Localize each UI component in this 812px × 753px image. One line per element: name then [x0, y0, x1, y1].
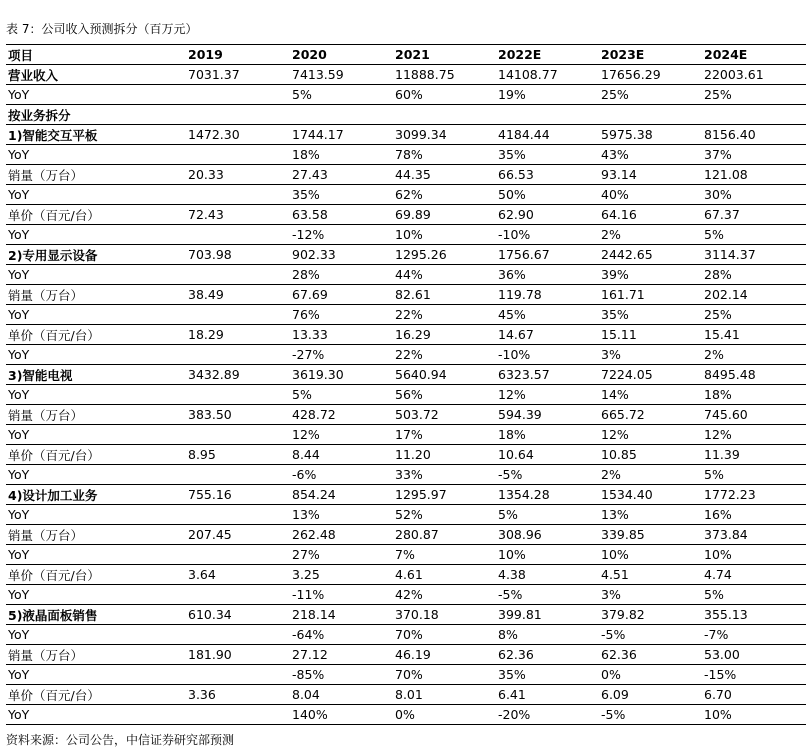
table-row [6, 485, 806, 505]
table-cell: 46.19 [393, 645, 496, 665]
table-cell: 1295.26 [393, 245, 496, 265]
table-cell: 2% [599, 465, 702, 485]
table-cell: 8.04 [290, 685, 393, 705]
table-cell: -10% [496, 345, 599, 365]
table-row [6, 105, 806, 125]
table-cell: 20.33 [186, 165, 290, 185]
table-cell: 13% [290, 505, 393, 525]
table-row [6, 465, 806, 485]
table-cell: 18% [496, 425, 599, 445]
table-cell: 383.50 [186, 405, 290, 425]
table-cell: 7% [393, 545, 496, 565]
table-cell: -7% [702, 625, 806, 645]
table-cell [186, 465, 290, 485]
table-cell: 63.58 [290, 205, 393, 225]
table-cell: 379.82 [599, 605, 702, 625]
table-cell: 18.29 [186, 325, 290, 345]
table-cell: 1756.67 [496, 245, 599, 265]
header-year-2021: 2021 [393, 45, 496, 65]
table-cell: 14% [599, 385, 702, 405]
table-row [6, 685, 806, 705]
table-cell [186, 625, 290, 645]
row-label: 单价（百元/台） [6, 205, 186, 225]
table-cell: 22% [393, 345, 496, 365]
row-label: YoY [6, 265, 186, 285]
table-cell: 18% [702, 385, 806, 405]
table-cell: 10% [599, 545, 702, 565]
table-cell [393, 105, 496, 125]
table-cell: 0% [393, 705, 496, 725]
table-cell: 1744.17 [290, 125, 393, 145]
table-cell: 93.14 [599, 165, 702, 185]
table-row [6, 505, 806, 525]
table-cell: 22003.61 [702, 65, 806, 85]
table-cell [186, 305, 290, 325]
row-label: YoY [6, 425, 186, 445]
row-label: YoY [6, 145, 186, 165]
table-cell: 355.13 [702, 605, 806, 625]
table-row [6, 225, 806, 245]
table-cell: 56% [393, 385, 496, 405]
table-row [6, 645, 806, 665]
table-cell: -5% [496, 585, 599, 605]
table-cell: 1772.23 [702, 485, 806, 505]
table-cell: 6323.57 [496, 365, 599, 385]
table-cell: 8.01 [393, 685, 496, 705]
table-cell: 902.33 [290, 245, 393, 265]
table-cell: 16% [702, 505, 806, 525]
table-row [6, 705, 806, 725]
header-item: 项目 [6, 45, 186, 65]
table-cell: 25% [702, 85, 806, 105]
table-cell: 35% [496, 145, 599, 165]
table-cell: 78% [393, 145, 496, 165]
table-cell: 12% [702, 425, 806, 445]
table-row [6, 445, 806, 465]
table-cell: 66.53 [496, 165, 599, 185]
table-cell [186, 585, 290, 605]
row-label: 按业务拆分 [6, 105, 186, 125]
table-cell: 33% [393, 465, 496, 485]
table-cell: 7031.37 [186, 65, 290, 85]
table-row [6, 285, 806, 305]
row-label: YoY [6, 225, 186, 245]
table-cell [186, 385, 290, 405]
table-cell: 18% [290, 145, 393, 165]
row-label: 单价（百元/台） [6, 565, 186, 585]
table-cell: 5% [702, 465, 806, 485]
table-row [6, 65, 806, 85]
row-label: 5)液晶面板销售 [6, 605, 186, 625]
table-cell: 503.72 [393, 405, 496, 425]
header-year-2022e: 2022E [496, 45, 599, 65]
table-cell: 373.84 [702, 525, 806, 545]
revenue-forecast-table [6, 44, 806, 725]
table-cell: 370.18 [393, 605, 496, 625]
table-cell [186, 545, 290, 565]
table-cell: 4.51 [599, 565, 702, 585]
table-cell: -64% [290, 625, 393, 645]
table-row [6, 145, 806, 165]
row-label: YoY [6, 185, 186, 205]
table-row [6, 565, 806, 585]
table-cell: 218.14 [290, 605, 393, 625]
table-cell [496, 105, 599, 125]
table-cell: 70% [393, 665, 496, 685]
row-label: YoY [6, 705, 186, 725]
table-cell: 52% [393, 505, 496, 525]
row-label: YoY [6, 505, 186, 525]
row-label: 4)设计加工业务 [6, 485, 186, 505]
table-cell: 62.36 [599, 645, 702, 665]
table-cell: 4.38 [496, 565, 599, 585]
table-cell: 5640.94 [393, 365, 496, 385]
table-row [6, 365, 806, 385]
table-cell: 19% [496, 85, 599, 105]
row-label: YoY [6, 345, 186, 365]
table-cell: 14.67 [496, 325, 599, 345]
table-cell: 5% [702, 225, 806, 245]
table-cell: 16.29 [393, 325, 496, 345]
table-cell: 35% [599, 305, 702, 325]
table-cell: 202.14 [702, 285, 806, 305]
table-cell: 4.61 [393, 565, 496, 585]
table-row [6, 125, 806, 145]
table-cell: 10% [393, 225, 496, 245]
table-cell: 8% [496, 625, 599, 645]
table-cell: -6% [290, 465, 393, 485]
table-cell: 44% [393, 265, 496, 285]
table-cell [186, 425, 290, 445]
table-cell: 4.74 [702, 565, 806, 585]
table-row [6, 585, 806, 605]
table-cell: 11.20 [393, 445, 496, 465]
table-cell: 5% [290, 85, 393, 105]
table-cell: 8.95 [186, 445, 290, 465]
table-cell: 35% [496, 665, 599, 685]
table-cell: 67.69 [290, 285, 393, 305]
table-cell: 2% [702, 345, 806, 365]
row-label: 单价（百元/台） [6, 445, 186, 465]
table-cell: 17656.29 [599, 65, 702, 85]
table-cell: 50% [496, 185, 599, 205]
table-cell: 2442.65 [599, 245, 702, 265]
table-cell: 665.72 [599, 405, 702, 425]
table-cell: 15.11 [599, 325, 702, 345]
table-cell: 339.85 [599, 525, 702, 545]
table-caption: 表 7：公司收入预测拆分（百万元） [6, 22, 198, 36]
table-cell: 82.61 [393, 285, 496, 305]
table-cell: 755.16 [186, 485, 290, 505]
table-cell: 44.35 [393, 165, 496, 185]
table-cell: 12% [496, 385, 599, 405]
table-cell: 7224.05 [599, 365, 702, 385]
row-label: 2)专用显示设备 [6, 245, 186, 265]
header-year-2020: 2020 [290, 45, 393, 65]
row-label: 1)智能交互平板 [6, 125, 186, 145]
table-row [6, 185, 806, 205]
table-row [6, 605, 806, 625]
table-cell: 140% [290, 705, 393, 725]
row-label: YoY [6, 585, 186, 605]
row-label: 3)智能电视 [6, 365, 186, 385]
table-cell: 25% [702, 305, 806, 325]
table-cell: 121.08 [702, 165, 806, 185]
table-row [6, 205, 806, 225]
row-label: YoY [6, 85, 186, 105]
table-cell: 745.60 [702, 405, 806, 425]
table-row [6, 85, 806, 105]
table-cell [186, 265, 290, 285]
table-cell: 60% [393, 85, 496, 105]
table-cell: 3432.89 [186, 365, 290, 385]
table-cell: 0% [599, 665, 702, 685]
source-note: 资料来源：公司公告，中信证券研究部预测 [6, 733, 235, 747]
table-cell: 5% [290, 385, 393, 405]
table-cell: 11888.75 [393, 65, 496, 85]
table-cell: 27.12 [290, 645, 393, 665]
table-cell: 14108.77 [496, 65, 599, 85]
table-cell: 10% [702, 705, 806, 725]
table-cell: 30% [702, 185, 806, 205]
row-label: YoY [6, 305, 186, 325]
table-cell: -11% [290, 585, 393, 605]
table-cell: 43% [599, 145, 702, 165]
row-label: YoY [6, 465, 186, 485]
table-cell: 38.49 [186, 285, 290, 305]
table-cell: 5% [496, 505, 599, 525]
table-row [6, 425, 806, 445]
table-cell: 39% [599, 265, 702, 285]
table-cell: 3% [599, 345, 702, 365]
table-cell: 12% [290, 425, 393, 445]
table-cell: 45% [496, 305, 599, 325]
table-cell: 8156.40 [702, 125, 806, 145]
table-cell: 3099.34 [393, 125, 496, 145]
table-cell: -5% [599, 625, 702, 645]
table-cell: 3114.37 [702, 245, 806, 265]
table-row [6, 165, 806, 185]
table-cell: 6.09 [599, 685, 702, 705]
table-cell: 25% [599, 85, 702, 105]
row-label: 销量（万台） [6, 165, 186, 185]
table-cell [186, 225, 290, 245]
row-label: 销量（万台） [6, 645, 186, 665]
table-cell: -5% [496, 465, 599, 485]
table-cell [599, 105, 702, 125]
table-cell [186, 505, 290, 525]
table-row [6, 305, 806, 325]
table-cell: 11.39 [702, 445, 806, 465]
table-cell: 428.72 [290, 405, 393, 425]
table-cell: 280.87 [393, 525, 496, 545]
table-cell: 28% [702, 265, 806, 285]
row-label: 销量（万台） [6, 525, 186, 545]
table-cell: 1354.28 [496, 485, 599, 505]
table-row [6, 325, 806, 345]
table-cell: 4184.44 [496, 125, 599, 145]
table-cell [702, 105, 806, 125]
table-cell: 5% [702, 585, 806, 605]
table-cell: -10% [496, 225, 599, 245]
table-cell: -5% [599, 705, 702, 725]
table-cell: 262.48 [290, 525, 393, 545]
table-cell: 27% [290, 545, 393, 565]
row-label: 单价（百元/台） [6, 685, 186, 705]
table-cell: 13.33 [290, 325, 393, 345]
table-cell: 3.25 [290, 565, 393, 585]
table-cell: 8.44 [290, 445, 393, 465]
table-cell: 1534.40 [599, 485, 702, 505]
table-cell: 42% [393, 585, 496, 605]
table-cell [186, 665, 290, 685]
row-label: 营业收入 [6, 65, 186, 85]
table-cell: -20% [496, 705, 599, 725]
row-label: 单价（百元/台） [6, 325, 186, 345]
row-label: 销量（万台） [6, 285, 186, 305]
table-cell: 3.36 [186, 685, 290, 705]
table-cell: 10% [496, 545, 599, 565]
table-row [6, 405, 806, 425]
table-cell: 35% [290, 185, 393, 205]
table-cell: 17% [393, 425, 496, 445]
table-cell: 6.70 [702, 685, 806, 705]
table-cell: 8495.48 [702, 365, 806, 385]
table-cell [290, 105, 393, 125]
table-cell: 67.37 [702, 205, 806, 225]
table-cell: 207.45 [186, 525, 290, 545]
header-year-2019: 2019 [186, 45, 290, 65]
table-cell: 181.90 [186, 645, 290, 665]
table-cell: 6.41 [496, 685, 599, 705]
header-year-2023e: 2023E [599, 45, 702, 65]
table-cell: 119.78 [496, 285, 599, 305]
table-cell: 3% [599, 585, 702, 605]
row-label: YoY [6, 665, 186, 685]
table-cell: 399.81 [496, 605, 599, 625]
table-row [6, 525, 806, 545]
table-cell: 10.64 [496, 445, 599, 465]
table-cell: 7413.59 [290, 65, 393, 85]
table-cell: 5975.38 [599, 125, 702, 145]
table-cell: 594.39 [496, 405, 599, 425]
table-cell: 62.90 [496, 205, 599, 225]
header-year-2024e: 2024E [702, 45, 806, 65]
table-cell [186, 345, 290, 365]
row-label: YoY [6, 545, 186, 565]
table-cell [186, 185, 290, 205]
table-cell: 72.43 [186, 205, 290, 225]
table-row [6, 245, 806, 265]
table-cell: 62.36 [496, 645, 599, 665]
table-cell: 12% [599, 425, 702, 445]
table-cell: 70% [393, 625, 496, 645]
table-cell: 703.98 [186, 245, 290, 265]
table-cell: 3.64 [186, 565, 290, 585]
table-row [6, 385, 806, 405]
row-label: 销量（万台） [6, 405, 186, 425]
table-cell: 76% [290, 305, 393, 325]
table-cell: 28% [290, 265, 393, 285]
row-label: YoY [6, 625, 186, 645]
table-cell: 1472.30 [186, 125, 290, 145]
table-cell: 37% [702, 145, 806, 165]
table-cell: 69.89 [393, 205, 496, 225]
table-cell: -15% [702, 665, 806, 685]
table-cell: 854.24 [290, 485, 393, 505]
table-cell [186, 705, 290, 725]
table-cell: 13% [599, 505, 702, 525]
table-cell: 161.71 [599, 285, 702, 305]
table-cell: 308.96 [496, 525, 599, 545]
table-cell: 64.16 [599, 205, 702, 225]
table-cell: -12% [290, 225, 393, 245]
table-row [6, 665, 806, 685]
table-cell: 10.85 [599, 445, 702, 465]
table-row [6, 265, 806, 285]
table-cell: 10% [702, 545, 806, 565]
table-cell: 62% [393, 185, 496, 205]
table-cell: 2% [599, 225, 702, 245]
table-cell: 15.41 [702, 325, 806, 345]
table-cell [186, 105, 290, 125]
table-cell: 36% [496, 265, 599, 285]
table-row [6, 345, 806, 365]
table-cell: 3619.30 [290, 365, 393, 385]
table-cell: 22% [393, 305, 496, 325]
table-cell: -85% [290, 665, 393, 685]
table-row [6, 625, 806, 645]
table-cell: 610.34 [186, 605, 290, 625]
table-cell: 53.00 [702, 645, 806, 665]
table-body [6, 65, 806, 725]
table-cell: 40% [599, 185, 702, 205]
table-cell: 1295.97 [393, 485, 496, 505]
table-header-row [6, 45, 806, 65]
table-cell [186, 145, 290, 165]
table-row [6, 545, 806, 565]
table-cell: 27.43 [290, 165, 393, 185]
row-label: YoY [6, 385, 186, 405]
table-cell [186, 85, 290, 105]
table-cell: -27% [290, 345, 393, 365]
